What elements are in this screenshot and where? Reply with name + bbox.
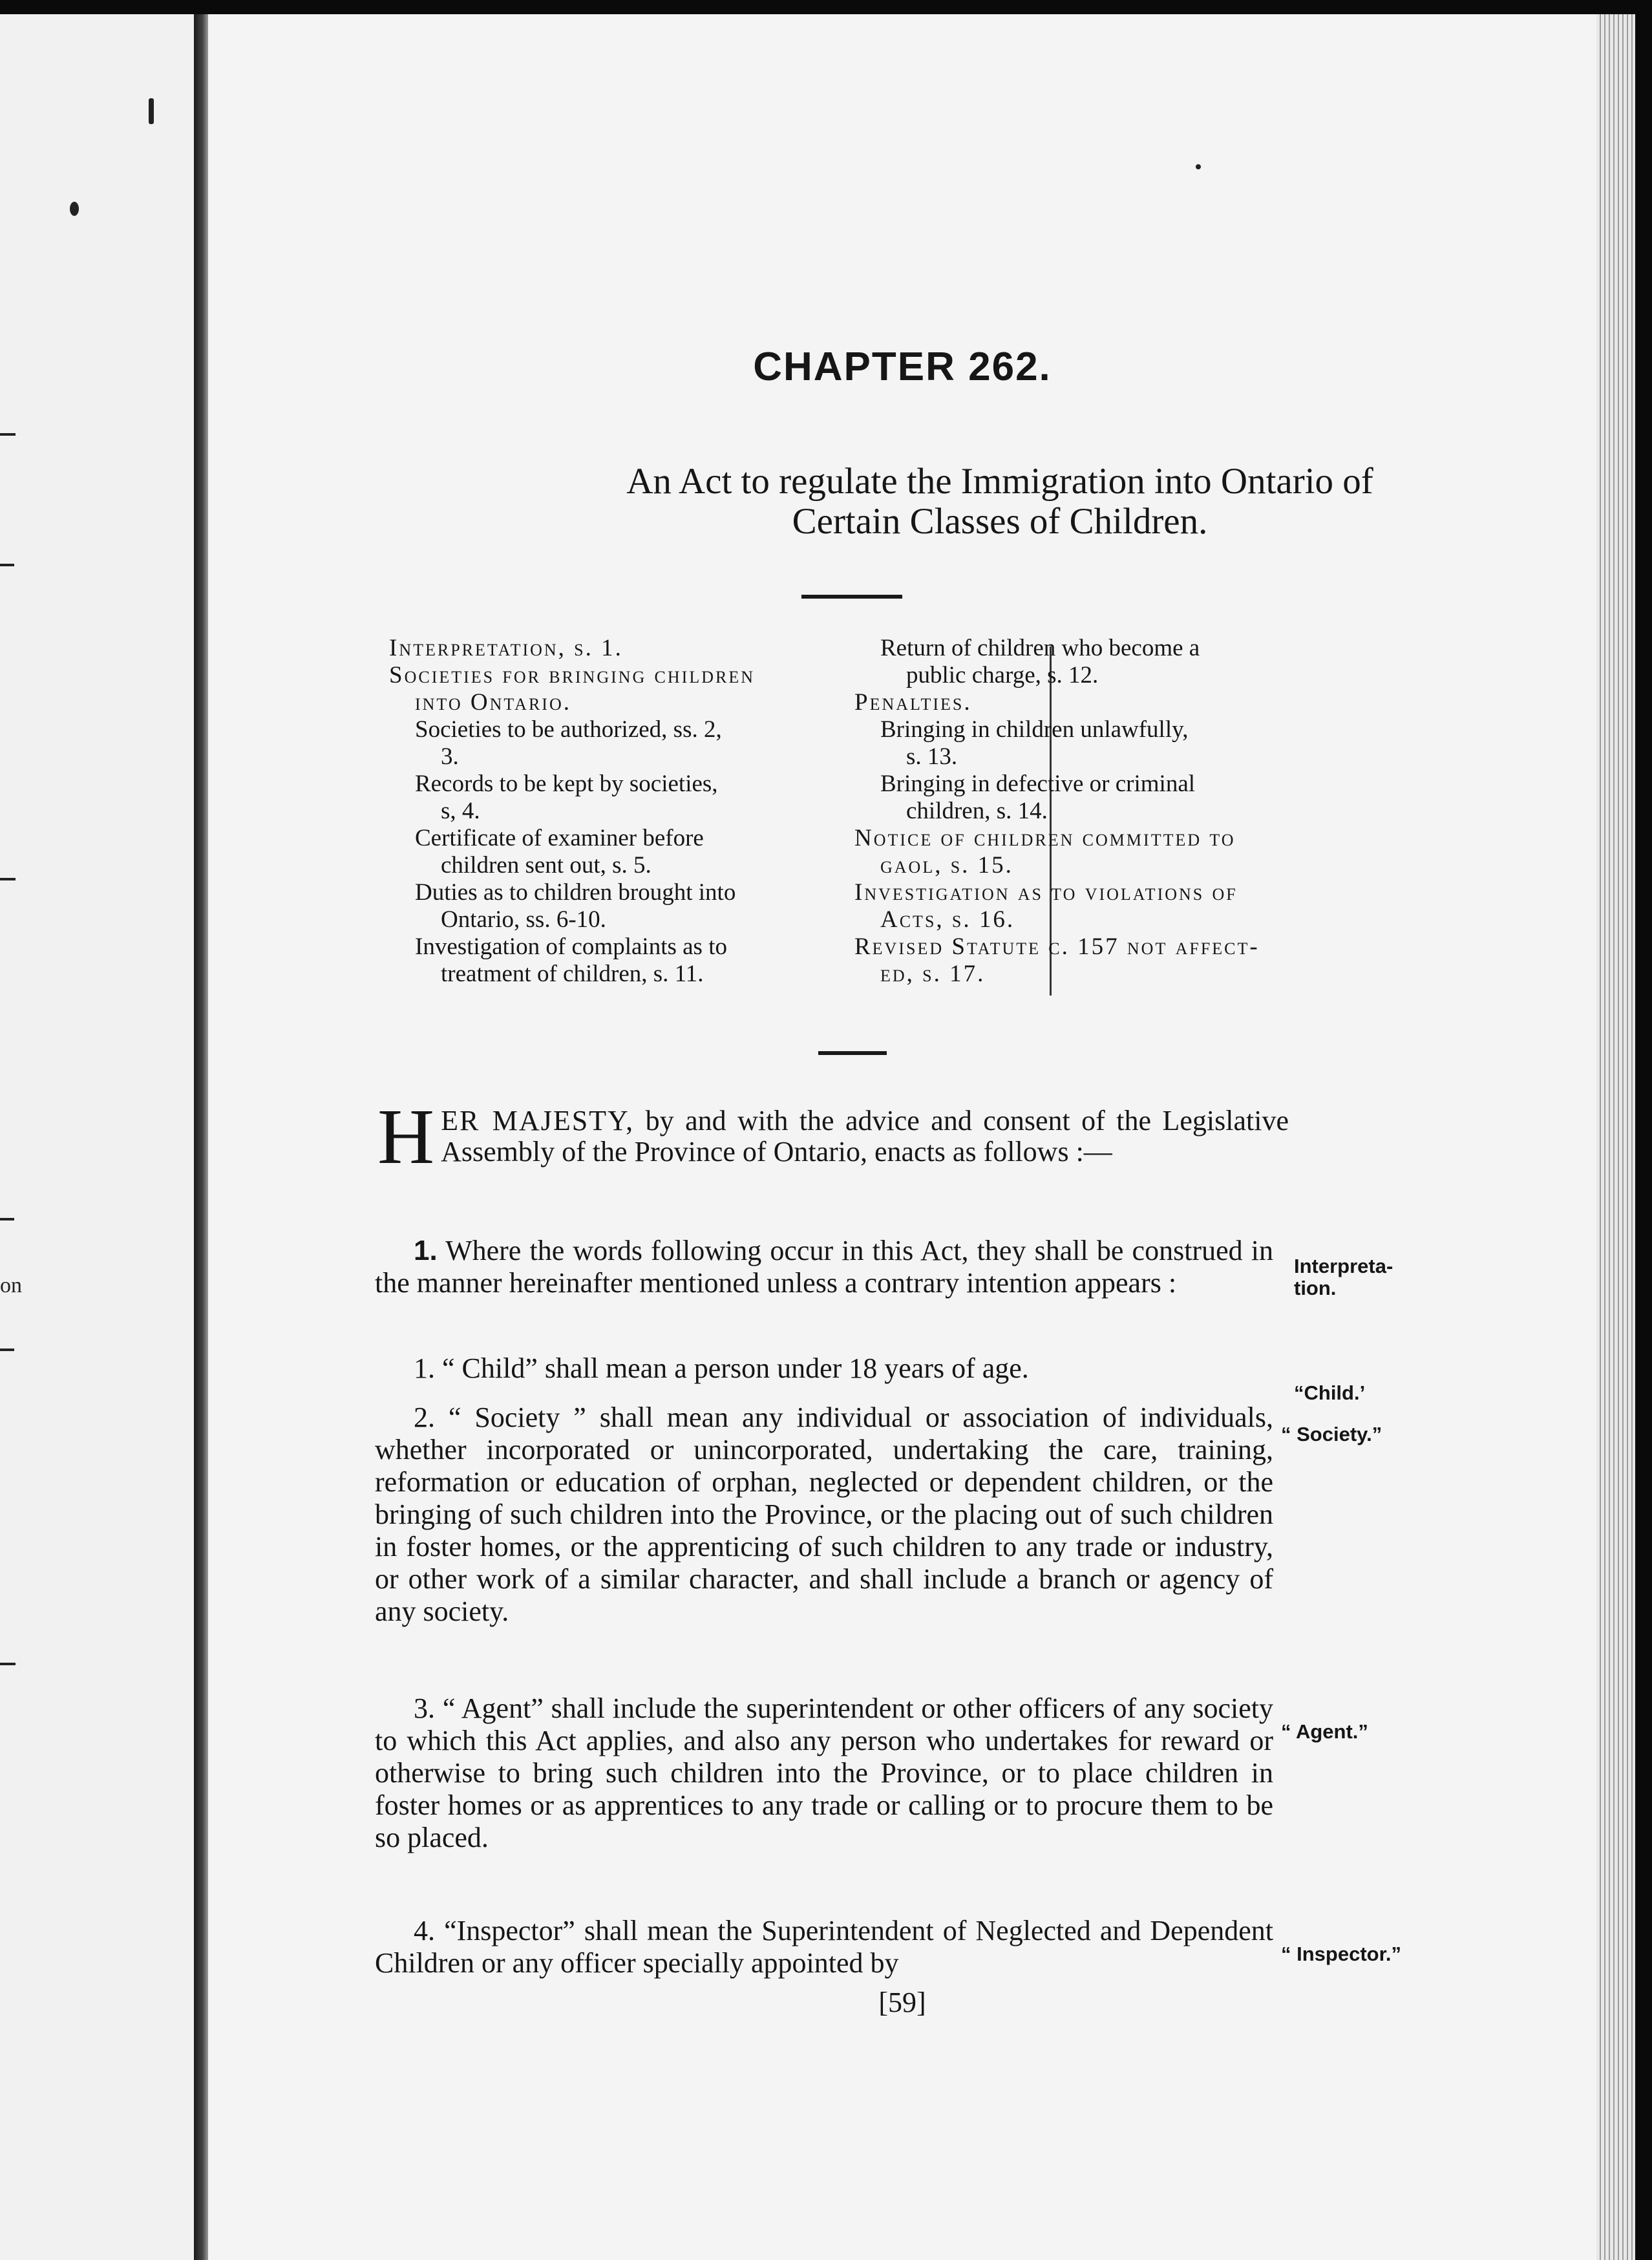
ink-speck [1196, 164, 1201, 169]
section-1-text: Where the words following occur in this Act, they shall be construed in the manner hereinafter mentioned unless a contrary intention appears : [375, 1235, 1273, 1299]
previous-page-edge [0, 14, 194, 2260]
margin-tick [0, 878, 16, 880]
definition-inspector [375, 1915, 1273, 1979]
margin-note-inspector: “ Inspector.” [1281, 1943, 1402, 1965]
margin-tick [0, 1218, 14, 1221]
contents-entry: children, s. 14. [906, 798, 1048, 824]
contents-entry: Ontario, ss. 6-10. [441, 906, 606, 933]
act-title-line-2: Certain Classes of Children. [792, 501, 1208, 542]
margin-tick [0, 564, 14, 566]
definition-agent-text: 3. “ Agent” shall include the superintendent or other officers of any society to which this Act applies, and also any person who undertakes for reward or otherwise to bring such children into the Province, or to place children in foster homes or as apprentices to any trade or calling or to procure them to be so placed. [375, 1692, 1273, 1853]
scan-border [1635, 0, 1652, 2260]
book-gutter [194, 14, 208, 2260]
section-number: 1. [414, 1235, 438, 1266]
definition-society [375, 1402, 1273, 1628]
title-rule [801, 595, 902, 599]
enacting-caps: ER MAJESTY, [441, 1105, 635, 1136]
contents-entry: public charge, s. 12. [906, 662, 1099, 688]
contents-entry: Bringing in children unlawfully, [880, 716, 1189, 743]
margin-note-interpretation [1294, 1255, 1449, 1299]
page-stack-edge [1596, 14, 1635, 2260]
contents-entry: s. 13. [906, 743, 958, 770]
definition-agent [375, 1692, 1273, 1854]
contents-entry: Duties as to children brought into [415, 879, 736, 906]
margin-note-line: Interpreta- [1294, 1255, 1393, 1277]
contents-rule [818, 1051, 887, 1055]
contents-entry: into Ontario. [415, 689, 571, 716]
contents-entry: Investigation as to violations of [854, 879, 1238, 906]
chapter-heading: CHAPTER 262. [753, 345, 1052, 389]
contents-entry: Societies for bringing children [389, 662, 755, 688]
contents-entry: Interpretation, s. 1. [389, 635, 623, 661]
contents-entry: gaol, s. 15. [880, 852, 1013, 879]
contents-entry: Notice of children committed to [854, 825, 1236, 851]
contents-entry: Penalties. [854, 689, 972, 716]
margin-note-line: tion. [1294, 1277, 1337, 1299]
contents-entry: Societies to be authorized, ss. 2, [415, 716, 722, 743]
contents-entry: Investigation of complaints as to [415, 933, 727, 960]
book-page [208, 14, 1596, 2260]
act-title-line-1: An Act to regulate the Immigration into Ontario of [626, 461, 1373, 502]
ink-mark [149, 98, 154, 124]
enacting-text: by and with the advice and consent of the Legislative Assembly of the Province of Ontario, enacts as follows :— [441, 1105, 1289, 1167]
contents-entry: Revised Statute c. 157 not affect- [854, 933, 1260, 960]
enacting-clause [377, 1093, 1289, 1180]
definition-society-text: 2. “ Society ” shall mean any individual or association of individuals, whether incorporated or unincorporated, undertaking the care, training, reformation or education of orphan, neglected or dependent children, or the bringing of such children into the Province, or the placing out of such children in foster homes, or the apprenticing of such children to any trade or industry, or other work of a similar character, and shall include a branch or agency of any society. [375, 1402, 1273, 1627]
section-1 [375, 1235, 1273, 1299]
margin-note-society: “ Society.” [1281, 1423, 1382, 1445]
contents-entry: Acts, s. 16. [880, 906, 1015, 933]
definition-inspector-text: 4. “Inspector” shall mean the Superintendent of Neglected and Dependent Children or any officer specially appointed by [375, 1915, 1273, 1979]
previous-page-fragment: on [0, 1274, 22, 1297]
margin-tick [0, 1349, 14, 1351]
page-number: [59] [878, 1987, 926, 2018]
contents-entry: children sent out, s. 5. [441, 852, 651, 879]
margin-note-agent: “ Agent.” [1281, 1720, 1368, 1743]
definition-child-text: 1. “ Child” shall mean a person under 18 years of age. [414, 1352, 1029, 1384]
contents-entry: Certificate of examiner before [415, 825, 704, 851]
margin-note-child: “Child.’ [1294, 1381, 1366, 1404]
contents-entry: s, 4. [441, 798, 480, 824]
drop-cap: H [377, 1093, 435, 1180]
contents-entry: 3. [441, 743, 459, 770]
contents-entry: Return of children who become a [880, 635, 1200, 661]
contents-right-column [854, 635, 1494, 988]
ink-mark [70, 202, 79, 216]
contents-entry: Records to be kept by societies, [415, 771, 718, 797]
definition-child [375, 1352, 1273, 1385]
margin-tick [0, 1663, 16, 1665]
contents-entry: ed, s. 17. [880, 961, 986, 987]
contents-entry: Bringing in defective or criminal [880, 771, 1196, 797]
contents-entry: treatment of children, s. 11. [441, 961, 704, 987]
act-title [370, 462, 1630, 542]
margin-tick [0, 433, 16, 436]
